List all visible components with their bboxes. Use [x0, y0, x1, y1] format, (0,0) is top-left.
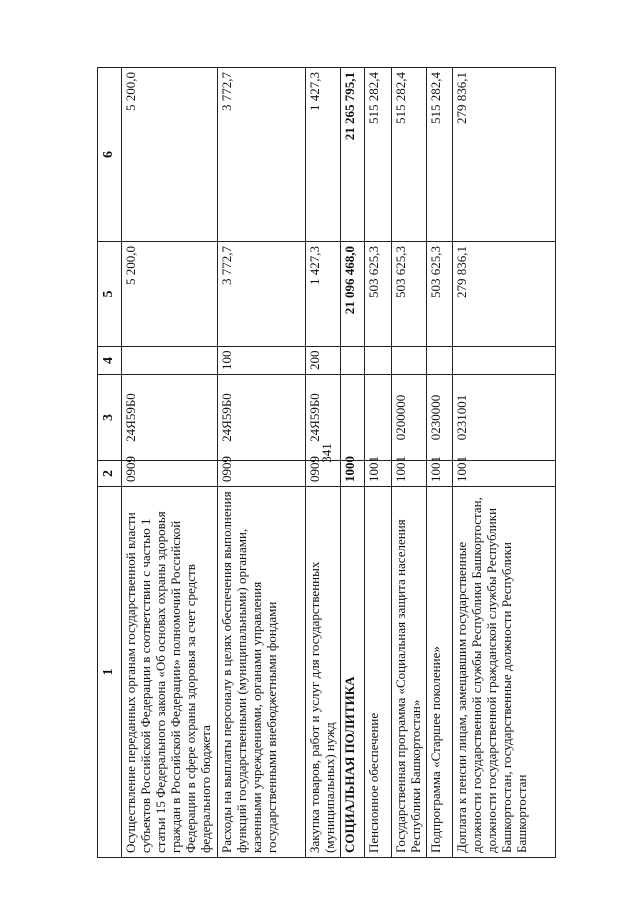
row-name: Осуществление переданных органам государственной власти субъектов Российской Федерации в соответствии с частью 1 статьи 15 Федерального закона «Об основах охраны здоровья граждан в Российской Федерации» полномочий Российской Федерации в сфере охраны здоровья за счет средств федерального бюджета [122, 487, 218, 858]
row-target: 0231001 [452, 375, 555, 461]
header-cell-2: 2 [98, 461, 122, 487]
table-row [306, 68, 341, 858]
row-amount-a: 503 625,3 [364, 242, 391, 347]
row-target [340, 375, 364, 461]
row-code: 0909 [306, 461, 341, 487]
row-amount-a: 21 096 468,0 [340, 242, 364, 347]
row-code: 1000 [340, 461, 364, 487]
header-cell-3: 3 [98, 375, 122, 461]
row-expense-type [452, 347, 555, 375]
row-amount-a: 503 625,3 [391, 242, 426, 347]
row-expense-type [364, 347, 391, 375]
budget-table [97, 67, 556, 858]
row-target: 24Я59Б0 [218, 375, 306, 461]
row-amount-b: 515 282,4 [391, 68, 426, 242]
row-amount-a: 1 427,3 [306, 242, 341, 347]
header-cell-1: 1 [98, 487, 122, 858]
row-expense-type: 100 [218, 347, 306, 375]
row-amount-b: 515 282,4 [426, 68, 452, 242]
row-amount-b: 5 200,0 [122, 68, 218, 242]
header-cell-5: 5 [98, 242, 122, 347]
row-code: 0909 [218, 461, 306, 487]
row-expense-type [122, 347, 218, 375]
row-expense-type [426, 347, 452, 375]
row-code: 1001 [452, 461, 555, 487]
table-header-row [98, 68, 122, 858]
row-amount-a: 503 625,3 [426, 242, 452, 347]
rotated-table-container [97, 68, 545, 858]
table-row [364, 68, 391, 858]
row-amount-b: 279 836,1 [452, 68, 555, 242]
row-expense-type [340, 347, 364, 375]
header-cell-6: 6 [98, 68, 122, 242]
row-amount-b: 21 265 795,1 [340, 68, 364, 242]
row-name: СОЦИАЛЬНАЯ ПОЛИТИКА [340, 487, 364, 858]
table-row [391, 68, 426, 858]
row-name: Государственная программа «Социальная защита населения Республики Башкортостан» [391, 487, 426, 858]
row-amount-a: 279 836,1 [452, 242, 555, 347]
row-code: 1001 [391, 461, 426, 487]
row-expense-type [391, 347, 426, 375]
table-row [340, 68, 364, 858]
row-target: 0230000 [426, 375, 452, 461]
row-name: Закупка товаров, работ и услуг для государственных (муниципальных) нужд [306, 487, 341, 858]
table-row [452, 68, 555, 858]
row-amount-b: 515 282,4 [364, 68, 391, 242]
row-code: 1001 [364, 461, 391, 487]
row-name: Пенсионное обеспечение [364, 487, 391, 858]
row-target: 24Я59Б0 [122, 375, 218, 461]
header-cell-4: 4 [98, 347, 122, 375]
row-amount-b: 3 772,7 [218, 68, 306, 242]
row-code: 0909 [122, 461, 218, 487]
table-row [218, 68, 306, 858]
row-amount-a: 5 200,0 [122, 242, 218, 347]
table-row [122, 68, 218, 858]
row-code: 1001 [426, 461, 452, 487]
page-number: 341 [319, 443, 334, 463]
row-name: Доплата к пенсии лицам, замещавшим государственные должности государственной службы Республики Башкортостан, должности государственной гражданской службы Республики Башкортостан, государственные должности Республики Башкортостан [452, 487, 555, 858]
row-amount-b: 1 427,3 [306, 68, 341, 242]
row-target: 0200000 [391, 375, 426, 461]
row-target [364, 375, 391, 461]
row-name: Подпрограмма «Старшее поколение» [426, 487, 452, 858]
table-row [426, 68, 452, 858]
row-target: 24Я59Б0 [306, 375, 341, 461]
row-name: Расходы на выплаты персоналу в целях обеспечения выполнения функций государственными (муниципальными) органами, казенными учреждениями, органами управления государственными внебюджетными фондами [218, 487, 306, 858]
row-amount-a: 3 772,7 [218, 242, 306, 347]
row-expense-type: 200 [306, 347, 341, 375]
